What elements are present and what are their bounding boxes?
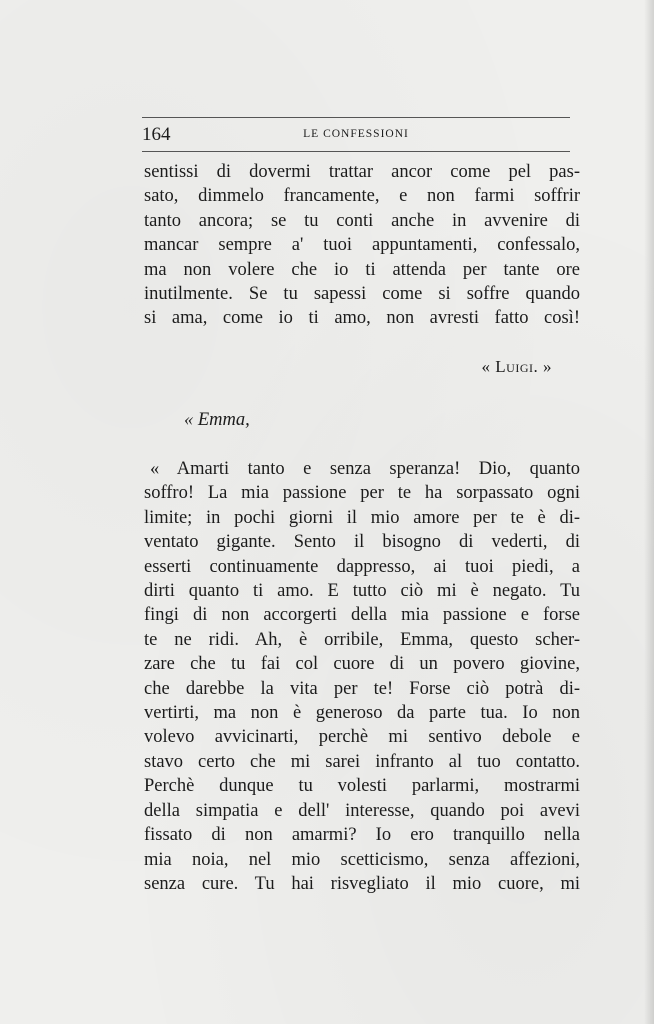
text-line: dirti quanto ti amo. E tutto ciò mi è negato. Tu (144, 581, 580, 602)
text-line: sentissi di dovermi trattar ancor come pel pas- (144, 162, 580, 182)
text-line: mancar sempre a' tuoi appuntamenti, confessalo, (144, 235, 580, 256)
header-rule-bottom (142, 151, 570, 152)
paragraph-1 (144, 160, 580, 331)
text-line: che darebbe la vita per te! Forse ciò potrà di- (144, 678, 580, 699)
page-number: 164 (142, 124, 171, 145)
text-line: stavo certo che mi sarei infranto al tuo contatto. (144, 751, 580, 772)
letter-signature (0, 357, 552, 377)
page-edge-shadow (644, 0, 654, 1024)
text-line: fissato di non amarmi? Io ero tranquillo nella (144, 825, 580, 846)
text-line: esserti continuamente dappresso, ai tuoi piedi, a (144, 556, 580, 577)
text-line: fingi di non accorgerti della mia passione e forse (144, 605, 580, 626)
text-line: mia noia, nel mio scetticismo, senza affezioni, (144, 849, 580, 870)
text-line: della simpatia e dell' interesse, quando poi avevi (144, 800, 580, 821)
text-line: vertirti, ma non è generoso da parte tua. Io non (144, 703, 580, 724)
text-line: sato, dimmelo francamente, e non farmi soffrir (144, 186, 580, 207)
text-line: limite; in pochi giorni il mio amore per te è di- (144, 507, 580, 528)
header-rule-top (142, 117, 570, 118)
text-line: inutilmente. Se tu sapessi come si soffre quando (144, 284, 580, 305)
text-line: te ne ridi. Ah, è orribile, Emma, questo scher- (144, 629, 580, 650)
text-line: si ama, come io ti amo, non avresti fatto così! (144, 308, 580, 329)
text-line: senza cure. Tu hai risvegliato il mio cuore, mi (144, 873, 580, 894)
text-line: ventato gigante. Sento il bisogno di vederti, di (144, 532, 580, 553)
paragraph-2 (144, 457, 580, 896)
text-line: soffro! La mia passione per te ha sorpassato ogni (144, 483, 580, 504)
text-line: Perchè dunque tu volesti parlarmi, mostrarmi (144, 776, 580, 797)
text-line: volevo avvicinarti, perchè mi sentivo debole e (144, 727, 580, 748)
text-line: tanto ancora; se tu conti anche in avvenire di (144, 210, 580, 231)
text-line: zare che tu fai col cuore di un povero giovine, (144, 654, 580, 675)
page-header (142, 122, 570, 148)
running-head: LE CONFESSIONI (303, 128, 409, 140)
text-line: ma non volere che io ti attenda per tante ore (144, 259, 580, 280)
letter-salutation: « Emma, (184, 410, 250, 430)
text-line: « Amarti tanto e senza speranza! Dio, quanto (150, 459, 580, 479)
signature-text: « Luigi. » (481, 357, 552, 376)
